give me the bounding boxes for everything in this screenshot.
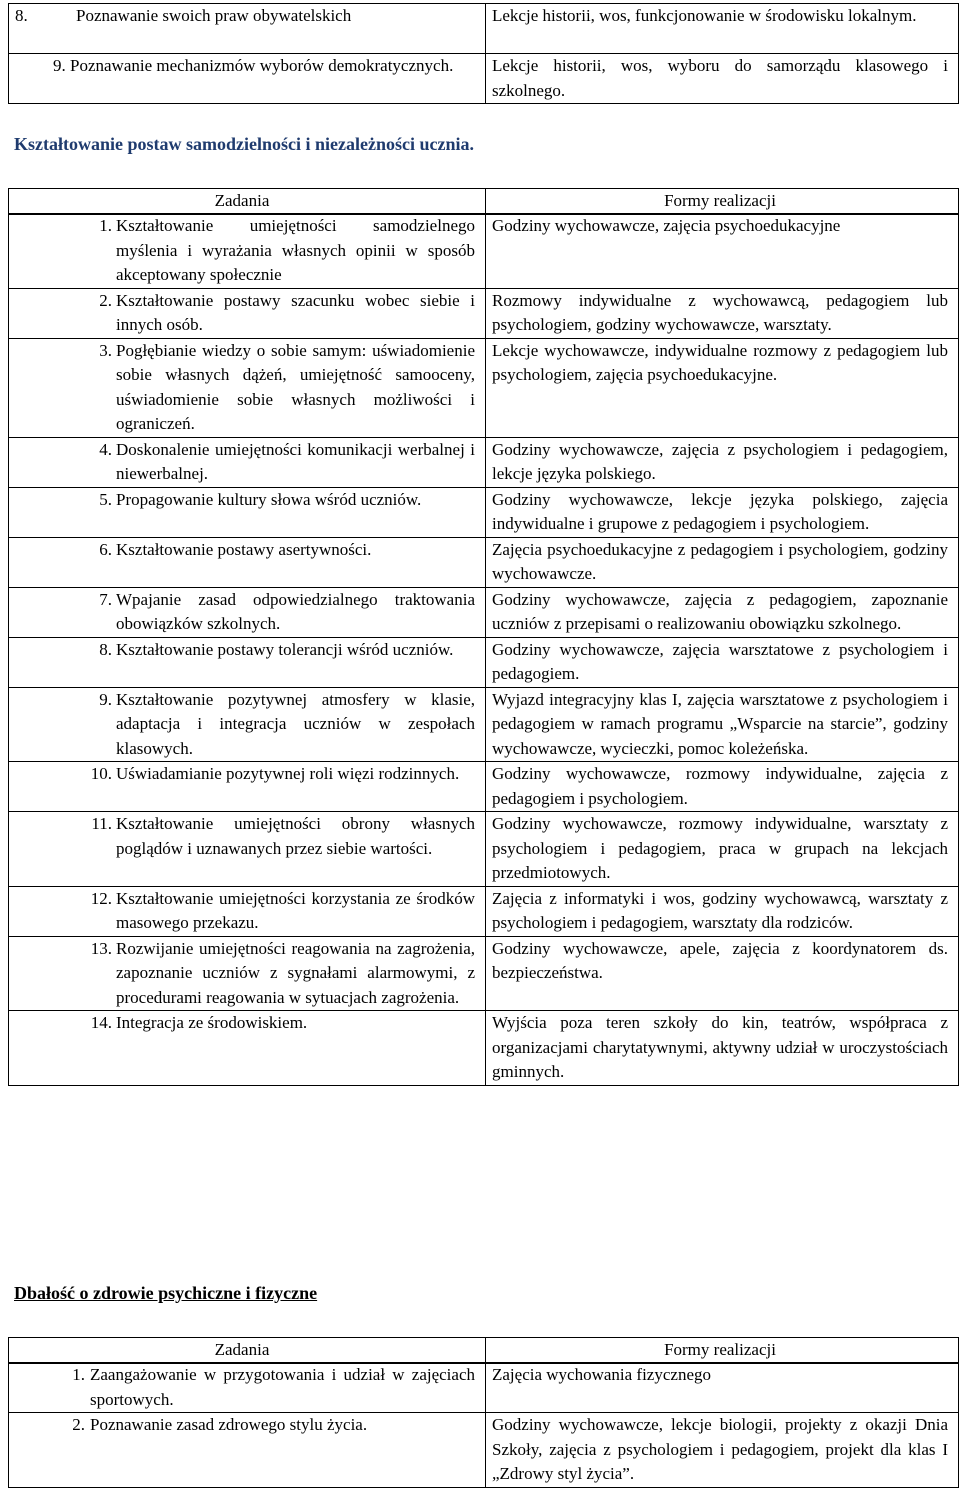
task-text: Rozwijanie umiejętności reagowania na zagrożenia, zapoznanie uczniów z sygnałami alarmowymi, z procedurami reagowania w sytuacjach zagrożenia. — [116, 938, 475, 1007]
table-header-row — [9, 1338, 959, 1364]
task-text: Kształtowanie postawy szacunku wobec siebie i innych osób. — [116, 290, 475, 334]
task-cell — [9, 288, 486, 338]
header-tasks: Zadania — [9, 189, 486, 215]
table-row — [9, 1413, 959, 1488]
table-row — [9, 762, 959, 812]
table-row — [9, 886, 959, 936]
task-cell — [9, 487, 486, 537]
form-cell: Godziny wychowawcze, zajęcia warsztatowe z psychologiem i pedagogiem. — [486, 637, 959, 687]
item-number: 9. — [53, 56, 66, 75]
task-cell — [9, 1011, 486, 1086]
form-cell: Godziny wychowawcze, lekcje biologii, projekty z okazji Dnia Szkoły, zajęcia z psychologiem i pedagogiem, projekt dla klas I „Zdrowy styl życia”. — [486, 1413, 959, 1488]
task-text: Uświadamianie pozytywnej roli więzi rodzinnych. — [116, 764, 460, 783]
task-cell — [9, 537, 486, 587]
item-number: 2. — [99, 290, 112, 310]
item-number: 13. — [90, 938, 112, 958]
item-number: 2. — [72, 1415, 85, 1434]
task-cell — [9, 687, 486, 762]
form-cell: Godziny wychowawcze, lekcje języka polskiego, zajęcia indywidualne i grupowe z pedagogiem i psychologiem. — [486, 487, 959, 537]
item-number: 4. — [99, 439, 112, 459]
item-number: 7. — [99, 589, 112, 609]
task-cell — [9, 338, 486, 437]
table-row — [9, 288, 959, 338]
item-number: 1. — [99, 216, 112, 235]
task-text: Poznawanie mechanizmów wyborów demokratycznych. — [70, 56, 454, 75]
item-number: 8. — [99, 639, 112, 659]
form-cell: Godziny wychowawcze, apele, zajęcia z koordynatorem ds. bezpieczeństwa. — [486, 936, 959, 1011]
form-cell: Wyjścia poza teren szkoły do kin, teatrów, współpraca z organizacjami charytatywnymi, aktywny udział w uroczystościach gminnych. — [486, 1011, 959, 1086]
table-row — [9, 687, 959, 762]
task-cell — [9, 812, 486, 887]
form-cell: Lekcje wychowawcze, indywidualne rozmowy z pedagogiem lub psychologiem, zajęcia psychoedukacyjne. — [486, 338, 959, 437]
task-cell — [9, 886, 486, 936]
form-cell: Zajęcia psychoedukacyjne z pedagogiem i psychologiem, godziny wychowawcze. — [486, 537, 959, 587]
form-cell: Godziny wychowawcze, zajęcia z pedagogiem, zapoznanie uczniów z przepisami o realizowaniu obowiązku szkolnego. — [486, 587, 959, 637]
form-cell: Godziny wychowawcze, rozmowy indywidualne, warsztaty z psychologiem i pedagogiem, praca w grupach na lekcjach przedmiotowych. — [486, 812, 959, 887]
item-number: 5. — [99, 489, 112, 509]
task-text: Kształtowanie postawy asertywności. — [116, 539, 372, 559]
task-text: Wpajanie zasad odpowiedzialnego traktowania obowiązków szkolnych. — [116, 589, 475, 633]
task-cell — [9, 936, 486, 1011]
form-cell: Lekcje historii, wos, wyboru do samorządu klasowego i szkolnego. — [486, 54, 959, 104]
table-row — [9, 437, 959, 487]
item-number: 11. — [91, 814, 112, 833]
health-table — [8, 1337, 959, 1364]
task-cell — [9, 762, 486, 812]
item-number: 1. — [72, 1365, 85, 1384]
task-cell — [9, 1363, 486, 1413]
tasks-table-body — [8, 213, 959, 1086]
task-cell — [9, 637, 486, 687]
task-text: Doskonalenie umiejętności komunikacji werbalnej i niewerbalnej. — [116, 439, 475, 483]
table-row — [9, 587, 959, 637]
task-text: Kształtowanie umiejętności korzystania ze środków masowego przekazu. — [116, 888, 475, 932]
header-forms: Formy realizacji — [486, 189, 959, 215]
form-cell: Lekcje historii, wos, funkcjonowanie w środowisku lokalnym. — [486, 4, 959, 54]
task-cell — [9, 54, 486, 104]
form-cell: Wyjazd integracyjny klas I, zajęcia warsztatowe z psychologiem i pedagogiem w ramach programu „Wsparcie na starcie”, godziny wychowawcze, wycieczki, pomoc koleżeńska. — [486, 687, 959, 762]
task-cell — [9, 587, 486, 637]
table-row — [9, 54, 959, 104]
form-cell: Godziny wychowawcze, zajęcia z psychologiem i pedagogiem, lekcje języka polskiego. — [486, 437, 959, 487]
task-text: Pogłębianie wiedzy o sobie samym: uświadomienie sobie własnych dążeń, umiejętność samooceny, uświadomienie sobie własnych możliwości i ograniczeń. — [116, 340, 475, 433]
health-table-body — [8, 1362, 959, 1488]
task-text: Poznawanie zasad zdrowego stylu życia. — [90, 1415, 368, 1434]
task-text: Kształtowanie umiejętności obrony własnych poglądów i uznawanych przez siebie wartości. — [116, 814, 475, 858]
task-cell — [9, 1413, 486, 1488]
item-number: 9. — [99, 689, 112, 709]
form-cell: Zajęcia z informatyki i wos, godziny wychowawcą, warsztaty z psychologiem i pedagogiem, warsztaty dla rodziców. — [486, 886, 959, 936]
task-cell — [9, 4, 486, 54]
header-forms: Formy realizacji — [486, 1338, 959, 1364]
task-text: Kształtowanie postawy tolerancji wśród uczniów. — [116, 639, 454, 659]
task-text: Zaangażowanie w przygotowania i udział w zajęciach sportowych. — [90, 1365, 475, 1409]
table-row — [9, 1011, 959, 1086]
task-cell — [9, 214, 486, 289]
task-text: Kształtowanie umiejętności samodzielnego myślenia i wyrażania własnych opinii w sposób akceptowany społecznie — [116, 216, 475, 284]
item-number: 6. — [99, 539, 112, 559]
continuation-table — [8, 3, 959, 104]
item-number: 12. — [90, 888, 112, 908]
table-header-row — [9, 189, 959, 215]
form-cell: Godziny wychowawcze, rozmowy indywidualne, zajęcia z pedagogiem i psychologiem. — [486, 762, 959, 812]
item-number: 8. — [15, 6, 28, 25]
form-cell: Zajęcia wychowania fizycznego — [486, 1363, 959, 1413]
table-row — [9, 487, 959, 537]
table-row — [9, 637, 959, 687]
table-row — [9, 338, 959, 437]
form-cell: Godziny wychowawcze, zajęcia psychoedukacyjne — [486, 214, 959, 289]
table-row — [9, 936, 959, 1011]
section-title: Dbałość o zdrowie psychiczne i fizyczne — [14, 1283, 318, 1303]
table-row — [9, 1363, 959, 1413]
table-row — [9, 537, 959, 587]
form-cell: Rozmowy indywidualne z wychowawcą, pedagogiem lub psychologiem, godziny wychowawcze, warsztaty. — [486, 288, 959, 338]
task-text: Poznawanie swoich praw obywatelskich — [76, 6, 352, 25]
header-tasks: Zadania — [9, 1338, 486, 1364]
item-number: 10. — [90, 764, 112, 783]
task-text: Kształtowanie pozytywnej atmosfery w klasie, adaptacja i integracja uczniów w zespołach klasowych. — [116, 689, 475, 758]
item-number: 3. — [99, 340, 112, 360]
task-text: Propagowanie kultury słowa wśród uczniów. — [116, 489, 422, 509]
section-title: Kształtowanie postaw samodzielności i niezależności ucznia. — [14, 134, 474, 154]
table-row — [9, 812, 959, 887]
table-row — [9, 4, 959, 54]
task-text: Integracja ze środowiskiem. — [116, 1013, 308, 1032]
task-cell — [9, 437, 486, 487]
table-row — [9, 214, 959, 289]
tasks-table — [8, 188, 959, 215]
item-number: 14. — [90, 1013, 112, 1032]
